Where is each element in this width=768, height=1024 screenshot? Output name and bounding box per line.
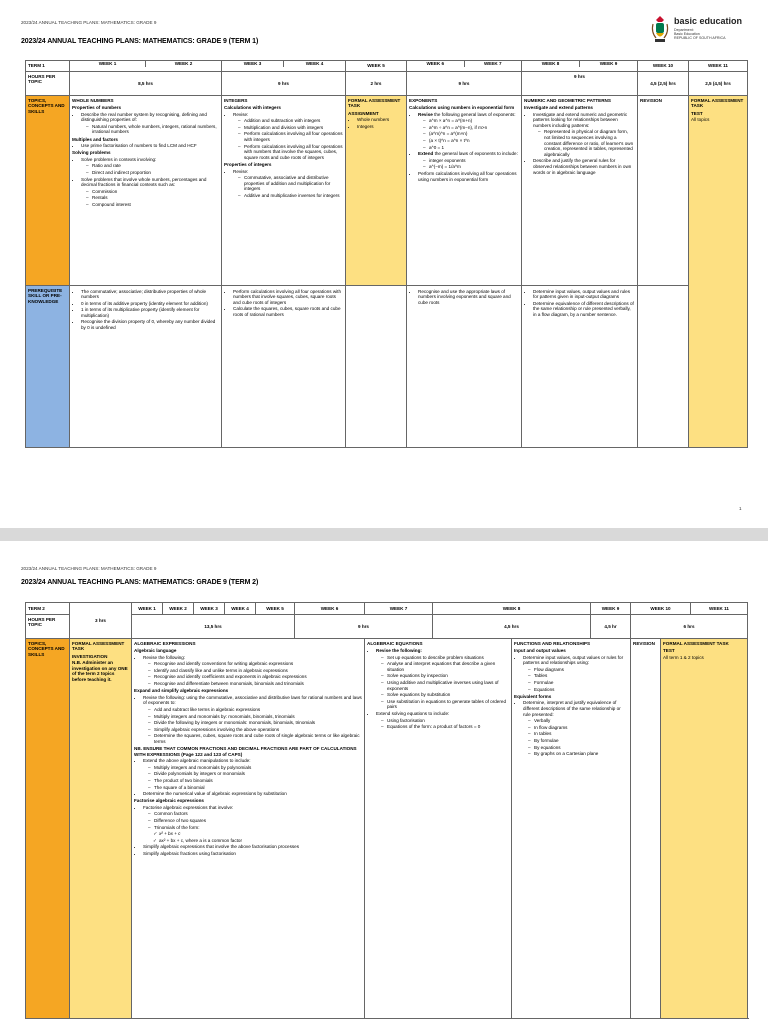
prereq-patterns: • Determine input values, output values and rules for patterns given in input-output diagrams • Determine equivalence of different descriptions of the same relationship or rule presented verbally, in a flow diagram, by a number sentence. bbox=[522, 286, 638, 448]
week-3: WEEK 3 bbox=[194, 603, 225, 615]
prereq-revision bbox=[638, 286, 689, 448]
weeks-row bbox=[26, 603, 748, 615]
algebraic-expressions-cell: ALGEBRAIC EXPRESSIONS Algebraic language • Revise the following: – Recognise and identify conventions for writing algebraic expressions – Identify and classify like and unlike terms in algebraic expressions – Recognise and identify coefficients and exponents in algebraic expressions – Recognise and differentiate between monomials, binomials and trinomials Expand and simplify algebraic expressions • Revise the following: using the commutative, associative and distributive laws for rational numbers and laws of exponents to: – Add and subtract like terms in algebraic expressions – Multiply integers and monomials by: monomials, binomials, trinomials – Divide the following by integers or monomials: monomials, binomials, trinomials – Simplify algebraic expressions involving the above operations – Determine the squares, cubes, square roots and cube roots of single algebraic terms or like algebraic terms NB. ENSURE THAT COMMON FRACTIONS AND DECIMAL FRACTIONS ARE PART OF CALCULATIONS WITH EXPRESSIONS (Page 122 and 123 of CAPS) • Extend the above algebraic manipulations to include: – Multiply integers and monomials by polynomials – Divide polynomials by integers or monomials – The product of two binomials – The square of a binomial • Determine the numerical value of algebraic expressions by substitution Factorise algebraic expressions • Factorise algebraic expressions that involve: – Common factors – Difference of two squares – Trinomials of the form: ✓ x² + bx + c ✓ ax² + bx + c, where a is a common factor • Simplify algebraic expressions that involve the above factorisation processes • Simplify algebraic fractions using factorisation bbox=[132, 639, 365, 1019]
algebraic-equations-cell: ALGEBRAIC EQUATIONS • Revise the following: – Set up equations to describe problem situations – Analyse and interpret equations that describe a given situation – Solve equations by inspection – Using additive and multiplicative inverses using laws of exponents – Solve equations by substitution – Use substitution in equations to generate tables of ordered pairs • Extend solving equations to include: – Using factorisation – Equations of the form: a product of factors = 0 bbox=[365, 639, 512, 1019]
week-4: WEEK 4 bbox=[305, 61, 324, 66]
hours-patterns: 9 hrs bbox=[522, 72, 638, 96]
hours-row bbox=[26, 72, 748, 96]
prereq-whole-numbers: • The commutative; associative; distributive properties of whole numbers • 0 in terms of its additive property (identity element for addition) • 1 in terms of its multiplicative property (identify element for multiplication) • Recognise the division property of 0, whereby any number divided by 0 is undefined bbox=[70, 286, 222, 448]
running-header: 2023/24 ANNUAL TEACHING PLANS: MATHEMATICS: GRADE 9 bbox=[21, 566, 157, 571]
week-6: WEEK 6 bbox=[407, 61, 465, 67]
hours-exponents: 9 hrs bbox=[407, 72, 522, 96]
exponents-cell: EXPONENTS Calculations using numbers in exponential form • Revise the following general laws of exponents: – a^m × a^n = a^(m+n) – a^m ÷ a^n = a^(m−n), if m>n – (a^m)^n = a^(m×n) – (a × t)^n = a^n × t^n – a^0 = 1 • Extend the general laws of exponents to include: – integer exponents – a^(−m) = 1/a^m • Perform calculations involving all four operations using numbers in exponential form bbox=[407, 96, 522, 286]
prereq-exponents: • Recognise and use the appropriate laws of numbers involving exponents and square and cube roots bbox=[407, 286, 522, 448]
week-7: WEEK 7 bbox=[483, 61, 502, 66]
dbe-logo bbox=[650, 14, 750, 48]
prereq-label: PREREQUISITE SKILL OR PRE-KNOWLEDGE bbox=[26, 286, 70, 448]
week-3: WEEK 3 bbox=[222, 61, 284, 67]
hours-label: HOURS PER TOPIC bbox=[26, 72, 70, 96]
hours-label: HOURS PER TOPIC bbox=[26, 615, 70, 639]
hours-functions: 4,5 hrs bbox=[433, 615, 591, 639]
term-1-table bbox=[25, 60, 748, 448]
page-title: 2023/24 ANNUAL TEACHING PLANS: MATHEMATICS: GRADE 9 (TERM 1) bbox=[21, 38, 259, 45]
hours-algebraic-equations: 9 hrs bbox=[295, 615, 433, 639]
week-6: WEEK 6 bbox=[295, 603, 365, 615]
weeks-row bbox=[26, 61, 748, 72]
week-1: WEEK 1 bbox=[70, 61, 146, 67]
coat-of-arms-icon bbox=[650, 14, 670, 44]
hours-whole-numbers: 8,5 hrs bbox=[70, 72, 222, 96]
week-11: WEEK 11 bbox=[691, 603, 748, 615]
week-9: WEEK 9 bbox=[591, 603, 631, 615]
hours-integers: 9 hrs bbox=[222, 72, 346, 96]
week-8: WEEK 8 bbox=[522, 61, 580, 67]
week-9: WEEK 9 bbox=[599, 61, 618, 66]
week-8: WEEK 8 bbox=[433, 603, 591, 615]
prereq-integers: • Perform calculations involving all four operations with numbers that involve squares, cubes, square roots and cube roots of integers • Calculate the squares, cubes, square roots and cube roots of rational numbers bbox=[222, 286, 346, 448]
page-number: 1 bbox=[739, 506, 742, 511]
hours-assignment: 2 hrs bbox=[346, 72, 407, 96]
topics-row bbox=[26, 96, 748, 286]
page-term-2 bbox=[0, 541, 768, 1024]
revision-cell: REVISION bbox=[638, 96, 689, 286]
term-label: TERM 1 bbox=[26, 61, 70, 72]
topics-label: TOPICS, CONCEPTS AND SKILLS bbox=[26, 96, 70, 286]
week-5: WEEK 5 bbox=[346, 61, 407, 72]
week-10: WEEK 10 bbox=[631, 603, 691, 615]
logo-title: basic education bbox=[674, 16, 743, 26]
week-7: WEEK 7 bbox=[365, 603, 433, 615]
week-5: WEEK 5 bbox=[256, 603, 295, 615]
patterns-cell: NUMERIC AND GEOMETRIC PATTERNS Investigate and extend patterns • Investigate and extend numeric and geometric patterns looking for relationships between numbers including patterns: – Represented in physical or diagram form, not limited to sequences involving a constant difference or ratio, of learner's own creation, represented in tables, represented algebraically • Describe and justify the general rules for observed relationships between numbers in own words or in algebraic language bbox=[522, 96, 638, 286]
integers-cell: INTEGERS Calculations with integers • Revise: – Addition and subtraction with integers – Multiplication and division with integers – Perform calculations involving all four operations with integers – Perform calculations involving all four operations with numbers that involve the squares, cubes, square roots and cube roots of integers Properties of integers • Revise: – Commutative, associative and distributive properties of addition and multiplication for integers – Additive and multiplicative inverses for integers bbox=[222, 96, 346, 286]
term-2-table bbox=[25, 602, 748, 1019]
running-header: 2023/24 ANNUAL TEACHING PLANS: MATHEMATICS: GRADE 9 bbox=[21, 20, 157, 25]
topics-row bbox=[26, 639, 748, 1019]
topics-label: TOPICS, CONCEPTS AND SKILLS bbox=[26, 639, 70, 1019]
prereq-assignment bbox=[346, 286, 407, 448]
hours-row bbox=[26, 615, 748, 639]
test-cell: FORMAL ASSESSMENT TASK TEST All topics bbox=[689, 96, 748, 448]
functions-cell: FUNCTIONS AND RELATIONSHIPS Input and output values • Determine input values, output values or rules for patterns and relationships using: – Flow diagrams – Tables – Formulae – Equations Equivalent forms • Determine, interpret and justify equivalence of different descriptions of the same relationship or rule presented: – Verbally – In flow diagrams – In tables – By formulae – By equations – By graphs on a Cartesian plane bbox=[512, 639, 631, 1019]
week-1: WEEK 1 bbox=[132, 603, 163, 615]
test-cell: FORMAL ASSESSMENT TASK TEST All term 1 & 2 topics bbox=[661, 639, 748, 1019]
page-title: 2023/24 ANNUAL TEACHING PLANS: MATHEMATICS: GRADE 9 (TERM 2) bbox=[21, 579, 259, 586]
term-label: TERM 2 bbox=[26, 603, 70, 615]
revision-cell: REVISION bbox=[631, 639, 661, 1019]
logo-subtitle: Department: Basic Education REPUBLIC OF SOUTH AFRICA bbox=[674, 28, 726, 41]
assignment-cell: FORMAL ASSESSMENT TASK ASSIGNMENT • Whole numbers • Integers bbox=[346, 96, 407, 286]
whole-numbers-cell: WHOLE NUMBERS Properties of numbers • Describe the real number system by recognising, defining and distinguishing properties of: – Natural numbers, whole numbers, integers, rational numbers, irrational numbers Multiples and factors • Use prime factorisation of numbers to find LCM and HCF Solving problems • Solve problems in contexts involving: – Ratio and rate – Direct and indirect proportion • Solve problems that involve whole numbers, percentages and decimal fractions in financial contexts such as: – Commission – Rentals – Compound interest bbox=[70, 96, 222, 286]
week-4: WEEK 4 bbox=[225, 603, 256, 615]
investigation-cell: FORMAL ASSESSMENT TASK INVESTIGATION N.B. Administer an investigation on any ONE of the term 2 topics before teaching it. bbox=[70, 639, 132, 1019]
week-2: WEEK 2 bbox=[174, 61, 193, 66]
hours-algebraic-expressions: 13,5 hrs bbox=[132, 615, 295, 639]
hours-revision: 4,5 hr bbox=[591, 615, 631, 639]
hours-test: 2,5 (4,5) hrs bbox=[689, 72, 748, 96]
prereq-row bbox=[26, 286, 748, 448]
hours-first: 3 hrs bbox=[70, 603, 132, 639]
hours-test: 6 hrs bbox=[631, 615, 748, 639]
week-11: WEEK 11 bbox=[689, 61, 748, 72]
week-2: WEEK 2 bbox=[163, 603, 194, 615]
hours-revision: 4,5 (2,5) hrs bbox=[638, 72, 689, 96]
week-10: WEEK 10 bbox=[638, 61, 689, 72]
